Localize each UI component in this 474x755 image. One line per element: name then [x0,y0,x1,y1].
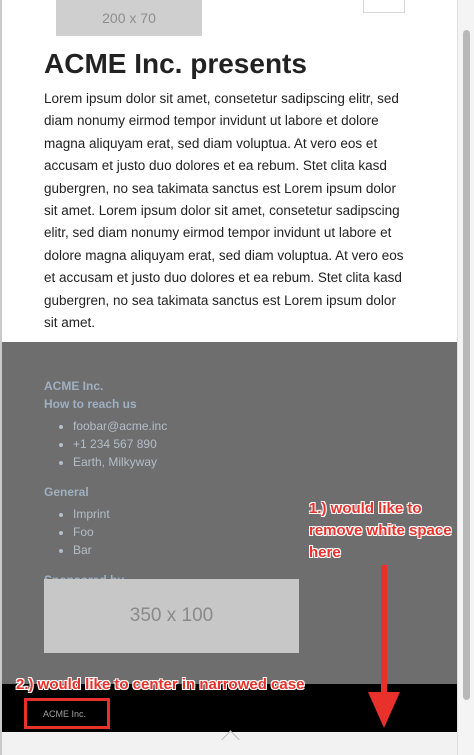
general-links-list [44,505,167,559]
footer-company: ACME Inc. [44,379,104,393]
annotation-highlight-box [24,698,110,729]
contact-email[interactable]: • foobar@acme.inc [73,417,167,435]
logo-placeholder-image [56,0,202,36]
footer-link-imprint[interactable]: • Imprint [73,505,167,523]
footer-link-foo[interactable]: • Foo [73,523,167,541]
footer-link-bar[interactable]: • Bar [73,541,167,559]
logo-placeholder-label: 200 x 70 [102,10,156,26]
contact-list [44,417,167,471]
bottom-bar-brand: ACME Inc. [43,709,87,719]
body-paragraph: Lorem ipsum dolor sit amet, consetetur sadipscing elitr, sed diam nonumy eirmod tempor invidunt ut labore et dolore magna aliquyam erat, sed diam voluptua. At vero eos et accusam et justo duo dolores et ea rebum. Stet clita kasd gubergren, no sea takimata sanctus est Lorem ipsum dolor sit amet. Lorem ipsum dolor sit amet, consetetur sadipscing elitr, sed diam nonumy eirmod tempor invidunt ut labore et dolore magna aliquyam erat, sed diam voluptua. At vero eos et accusam et justo duo dolores et ea rebum. Stet clita kasd gubergren, no sea takimata sanctus est Lorem ipsum dolor sit amet. [44,91,404,331]
annotation-arrow-head [368,692,400,728]
footer-reach-heading: How to reach us [44,397,137,411]
annotation-note-2: 2.) would like to center in narrowed case [16,676,305,693]
contact-phone[interactable]: • +1 234 567 890 [73,435,167,453]
nav-toggle-button[interactable] [363,0,405,13]
annotation-note-1: 1.) would like to remove white space here [309,500,452,561]
annotation-arrow-shaft [381,565,387,695]
contact-address: • Earth, Milkyway [73,453,167,471]
page-title: ACME Inc. presents [44,48,307,79]
scrollbar-thumb[interactable] [463,30,470,700]
sponsor-placeholder-label: 350 x 100 [129,605,214,626]
sponsor-placeholder-image [44,579,299,653]
footer-general-heading: General [44,485,89,499]
footer-column [44,377,167,589]
